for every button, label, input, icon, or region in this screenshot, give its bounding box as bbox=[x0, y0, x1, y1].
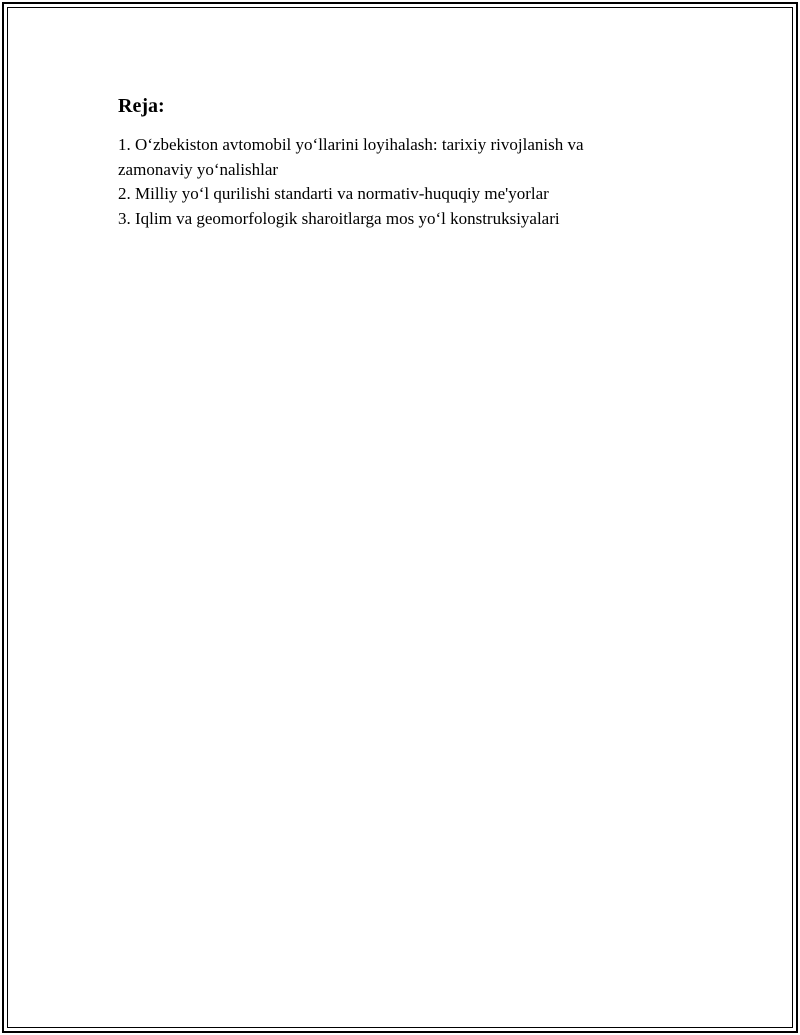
plan-item-1: 1. O‘zbekiston avtomobil yo‘llarini loyihalash: tarixiy rivojlanish va zamonaviy yo‘nalishlar bbox=[118, 135, 584, 179]
plan-heading: Reja: bbox=[118, 95, 165, 117]
document-body bbox=[118, 93, 658, 231]
plan-item-3: 3. Iqlim va geomorfologik sharoitlarga mos yo‘l konstruksiyalari bbox=[118, 208, 560, 228]
plan-item-2: 2. Milliy yo‘l qurilishi standarti va normativ-huquqiy me'yorlar bbox=[118, 184, 549, 203]
plan-list bbox=[118, 133, 658, 231]
